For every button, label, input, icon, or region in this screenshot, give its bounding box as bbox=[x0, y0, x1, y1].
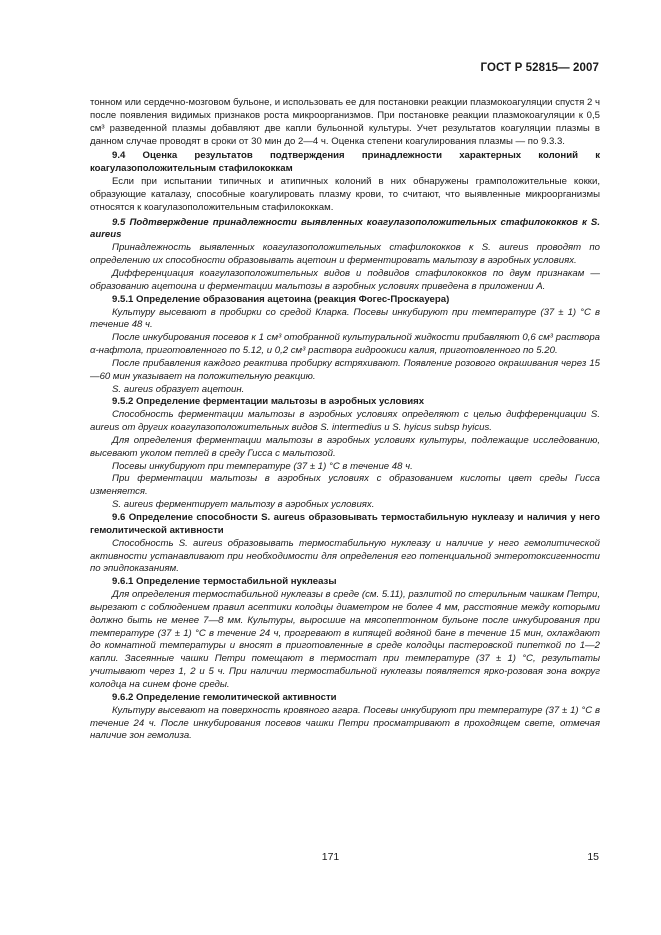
section-heading-9-6-2: 9.6.2 Определение гемолитической активности bbox=[112, 691, 337, 703]
document-standard-number: ГОСТ Р 52815— 2007 bbox=[480, 62, 599, 74]
paragraph: тонном или сердечно-мозговом бульоне, и использовать ее для постановки реакции плазмокоагуляции спустя 2 ч после появления видимых признаков роста микроорганизмов. При постановке реакции плазмокоагуляции к 0,5 см³ разведенной плазмы добавляют две капли бульонной культуры. Учет результатов коагуляции плазмы в данном случае проводят в сроки от 30 мин до 2—4 ч. Оценка степени коагулирования плазмы — по 9.3.3. bbox=[90, 97, 600, 147]
paragraph: S. aureus ферментирует мальтозу в аэробных условиях. bbox=[112, 499, 375, 511]
paragraph: При ферментации мальтозы в аэробных условиях с образованием кислоты цвет среды Гисса изменяется. bbox=[90, 473, 600, 498]
section-heading-9-6: 9.6 Определение способности S. aureus образовывать термостабильную нуклеазу и наличия у него гемолитической активности bbox=[90, 512, 600, 536]
paragraph: Для определения ферментации мальтозы в аэробных условиях культуры, подлежащие исследованию, высевают уколом петлей в среду Гисса с мальтозой. bbox=[90, 434, 600, 459]
paragraph: Способность S. aureus образовывать термостабильную нуклеазу и наличие у него гемолитической активности устанавливают при необходимости для определения его потенциальной энтеротоксигенности по эпидпоказаниям. bbox=[90, 537, 600, 575]
page-number-local: 15 bbox=[587, 851, 599, 863]
section-heading-9-5-1: 9.5.1 Определение образования ацетоина (реакция Фогес-Проскауера) bbox=[112, 293, 450, 305]
paragraph: Принадлежность выявленных коагулазоположительных стафилококков к S. aureus проводят по определению их способности образовывать ацетоин и ферментировать мальтозу в аэробных условиях. bbox=[90, 242, 600, 267]
section-heading-9-4: 9.4 Оценка результатов подтверждения принадлежности характерных колоний к коагулазоположительным стафилококкам bbox=[90, 150, 600, 175]
paragraph: Для определения термостабильной нуклеазы в среде (см. 5.11), разлитой по стерильным чашкам Петри, вырезают с соблюдением правил асептики колодцы диаметром не более 4 мм, расстояние между которыми должно быть не менее 7—8 мм. Культуры, выросшие на мясопептонном бульоне после инкубирования при температуре (37 ± 1) °С в течение 24 ч, прогревают в кипящей водяной бане в течение 15 мин, охлаждают до комнатной температуры и вносят в приготовленные в среде колодцы пастеровской пипеткой по 1—2 капли. Засеянные чашки Петри помещают в термостат при температуре (37 ± 1) °С, результаты учитывают через 1, 2 и 5 ч. При наличии термостабильной нуклеазы появляется ярко-розовая зона вокруг колодца на синем фоне среды. bbox=[90, 589, 600, 690]
paragraph: Дифференциация коагулазоположительных видов и подвидов стафилококков по двум признакам — образованию ацетоина и ферментации мальтозы в аэробных условиях приведена в приложении А. bbox=[90, 267, 600, 292]
paragraph: S. aureus образует ацетоин. bbox=[112, 383, 245, 395]
paragraph: Способность ферментации мальтозы в аэробных условиях определяют с целью дифференциации S. aureus от других коагулазоположительных видов S. intermedius и S. hyicus subsp hyicus. bbox=[90, 409, 600, 434]
section-heading-9-6-1: 9.6.1 Определение термостабильной нуклеазы bbox=[112, 576, 337, 588]
section-heading-9-5-2: 9.5.2 Определение ферментации мальтозы в аэробных условиях bbox=[112, 396, 425, 408]
paragraph: После прибавления каждого реактива пробирку встряхивают. Появление розового окрашивания через 15—60 мин указывает на положительную реакцию. bbox=[90, 357, 600, 382]
paragraph: Посевы инкубируют при температуре (37 ± 1) °С в течение 48 ч. bbox=[112, 460, 413, 472]
section-heading-9-5: 9.5 Подтверждение принадлежности выявленных коагулазоположительных стафилококков к S. aureus bbox=[90, 216, 600, 241]
document-body bbox=[90, 97, 600, 743]
page-number-total: 171 bbox=[321, 851, 340, 863]
paragraph: После инкубирования посевов к 1 см³ отобранной культуральной жидкости прибавляют 0,6 см³ раствора α-нафтола, приготовленного по 5.12, и 0,2 см³ раствора гидроокиси калия, приготовленного по 5.20. bbox=[90, 332, 600, 357]
paragraph: Культуру высевают в пробирки со средой Кларка. Посевы инкубируют при температуре (37 ± 1) °С в течение 48 ч. bbox=[90, 306, 600, 331]
paragraph: Культуру высевают на поверхность кровяного агара. Посевы инкубируют при температуре (37 ± 1) °С в течение 24 ч. После инкубирования посевов чашки Петри просматривают в проходящем свете, отмечая наличие зон гемолиза. bbox=[90, 704, 600, 742]
paragraph: Если при испытании типичных и атипичных колоний в них обнаружены грамположительные кокки, образующие каталазу, способные коагулировать плазму крови, то считают, что выявленные микроорганизмы относятся к коагулазоположительным стафилококкам. bbox=[90, 176, 600, 213]
